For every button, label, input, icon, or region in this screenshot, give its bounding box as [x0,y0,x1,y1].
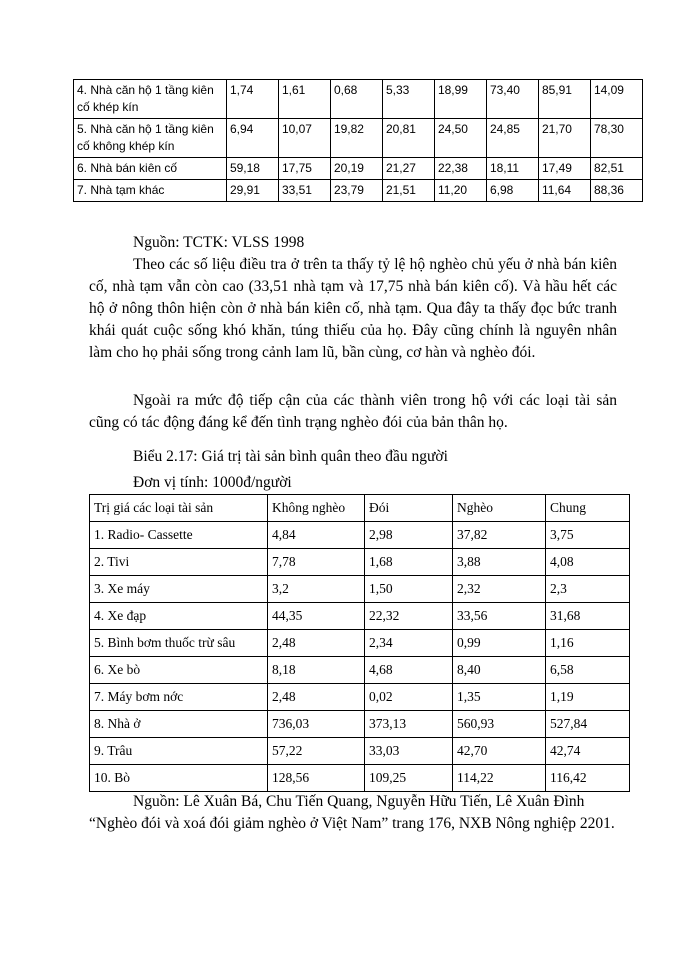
column-header: Chung [546,495,630,522]
table-header-row [90,495,630,522]
table-cell: 29,91 [226,180,278,202]
table-cell: 1,19 [546,684,630,711]
table-cell: 4,84 [268,522,365,549]
table2-source: Nguồn: Lê Xuân Bá, Chu Tiến Quang, Nguyễn Hữu Tiến, Lê Xuân Đình “Nghèo đói và xoá đói giảm nghèo ở Việt Nam” trang 176, NXB Nông nghiệp 2201. [89,793,615,832]
table-cell: 6. Xe bò [90,657,268,684]
table-cell: 1,74 [226,80,278,119]
table-row [74,80,643,119]
table-cell: 1,50 [365,576,453,603]
table-cell: 82,51 [590,158,642,180]
table-cell: 21,27 [382,158,434,180]
table-cell: 128,56 [268,765,365,792]
table-cell: 0,02 [365,684,453,711]
table-cell: 73,40 [486,80,538,119]
table-cell: 5. Bình bơm thuốc trừ sâu [90,630,268,657]
table-cell: 1,61 [278,80,330,119]
column-header: Nghèo [453,495,546,522]
table-cell: 9. Trâu [90,738,268,765]
table-cell: 33,03 [365,738,453,765]
table-cell: 10. Bò [90,765,268,792]
table-cell: 42,70 [453,738,546,765]
table-cell: 2,3 [546,576,630,603]
table-cell: 24,85 [486,119,538,158]
table-row [90,576,630,603]
table-cell: 85,91 [538,80,590,119]
table-cell: 10,07 [278,119,330,158]
table-cell: 22,32 [365,603,453,630]
table-cell: 3,88 [453,549,546,576]
table-row [90,711,630,738]
table-cell: 18,11 [486,158,538,180]
table-cell: 11,64 [538,180,590,202]
table-cell: 37,82 [453,522,546,549]
table1-source: Nguồn: TCTK: VLSS 1998 [133,234,305,251]
table-cell: 33,56 [453,603,546,630]
table-cell: 560,93 [453,711,546,738]
table-cell: 11,20 [434,180,486,202]
table-cell: 527,84 [546,711,630,738]
table-cell: 8,40 [453,657,546,684]
table-cell: 24,50 [434,119,486,158]
table-cell: 736,03 [268,711,365,738]
table-cell: 3. Xe máy [90,576,268,603]
table-cell: 88,36 [590,180,642,202]
table-row [74,180,643,202]
table-row [90,522,630,549]
table-row [90,657,630,684]
table2-caption: Biểu 2.17: Giá trị tài sản bình quân theo đầu người [133,448,448,465]
table2-unit: Đơn vị tính: 1000đ/người [133,474,292,491]
table-row [90,549,630,576]
table-cell: 42,74 [546,738,630,765]
table-cell: 1,35 [453,684,546,711]
table-cell: 21,51 [382,180,434,202]
table-cell: 17,75 [278,158,330,180]
column-header: Không nghèo [268,495,365,522]
table-cell: 23,79 [330,180,382,202]
table-cell: 4,68 [365,657,453,684]
table-cell: 2,48 [268,684,365,711]
table-cell: 116,42 [546,765,630,792]
row-label: 6. Nhà bán kiên cố [74,158,227,180]
row-label: 7. Nhà tạm khác [74,180,227,202]
table-cell: 78,30 [590,119,642,158]
asset-value-table [89,494,630,792]
table-cell: 8. Nhà ở [90,711,268,738]
table-row [90,684,630,711]
table-cell: 17,49 [538,158,590,180]
table-cell: 2. Tivi [90,549,268,576]
table-cell: 6,94 [226,119,278,158]
column-header: Trị giá các loại tài sản [90,495,268,522]
housing-poverty-table [73,79,643,202]
table-cell: 3,2 [268,576,365,603]
table-cell: 20,81 [382,119,434,158]
column-header: Đói [365,495,453,522]
table-cell: 4. Xe đạp [90,603,268,630]
table-row [74,119,643,158]
table-row [90,738,630,765]
table-cell: 6,98 [486,180,538,202]
table-cell: 2,34 [365,630,453,657]
table-cell: 7. Máy bơm nớc [90,684,268,711]
table-cell: 14,09 [590,80,642,119]
table-row [90,630,630,657]
table-cell: 1,68 [365,549,453,576]
table-cell: 114,22 [453,765,546,792]
table-cell: 18,99 [434,80,486,119]
table-cell: 4,08 [546,549,630,576]
table-cell: 19,82 [330,119,382,158]
table-cell: 6,58 [546,657,630,684]
table-row [90,765,630,792]
row-label: 4. Nhà căn hộ 1 tầng kiên cố khép kín [74,80,227,119]
table-cell: 57,22 [268,738,365,765]
table-cell: 20,19 [330,158,382,180]
table-row [74,158,643,180]
table-cell: 109,25 [365,765,453,792]
table-cell: 8,18 [268,657,365,684]
table-cell: 1. Radio- Cassette [90,522,268,549]
table-cell: 2,48 [268,630,365,657]
table-cell: 21,70 [538,119,590,158]
table-cell: 3,75 [546,522,630,549]
table-cell: 7,78 [268,549,365,576]
row-label: 5. Nhà căn hộ 1 tầng kiên cố không khép kín [74,119,227,158]
body-paragraph: Theo các số liệu điều tra ở trên ta thấy tỷ lệ hộ nghèo chủ yếu ở nhà bán kiên cố, nhà tạm vẫn còn cao (33,51 nhà tạm và 17,75 nhà bán kiên cố). Và hầu hết các hộ ở nông thôn hiện còn ở nhà bán kiên cố, nhà tạm. Qua đây ta thấy đọc bức tranh khái quát cuộc sống khó khăn, túng thiếu của họ. Đây cũng chính là nguyên nhân làm cho họ phải sống trong cảnh lam lũ, bần cùng, cơ hàn và nghèo đói. [89,256,617,361]
table-cell: 1,16 [546,630,630,657]
body-paragraph: Ngoài ra mức độ tiếp cận của các thành viên trong hộ với các loại tài sản cũng có tác động đáng kể đến tình trạng nghèo đói của bản thân họ. [89,392,617,431]
table-cell: 2,32 [453,576,546,603]
table-cell: 59,18 [226,158,278,180]
table-cell: 31,68 [546,603,630,630]
table-cell: 2,98 [365,522,453,549]
table-cell: 0,68 [330,80,382,119]
table-cell: 0,99 [453,630,546,657]
table-cell: 44,35 [268,603,365,630]
table-cell: 22,38 [434,158,486,180]
table-cell: 33,51 [278,180,330,202]
table-row [90,603,630,630]
table-cell: 373,13 [365,711,453,738]
table-cell: 5,33 [382,80,434,119]
